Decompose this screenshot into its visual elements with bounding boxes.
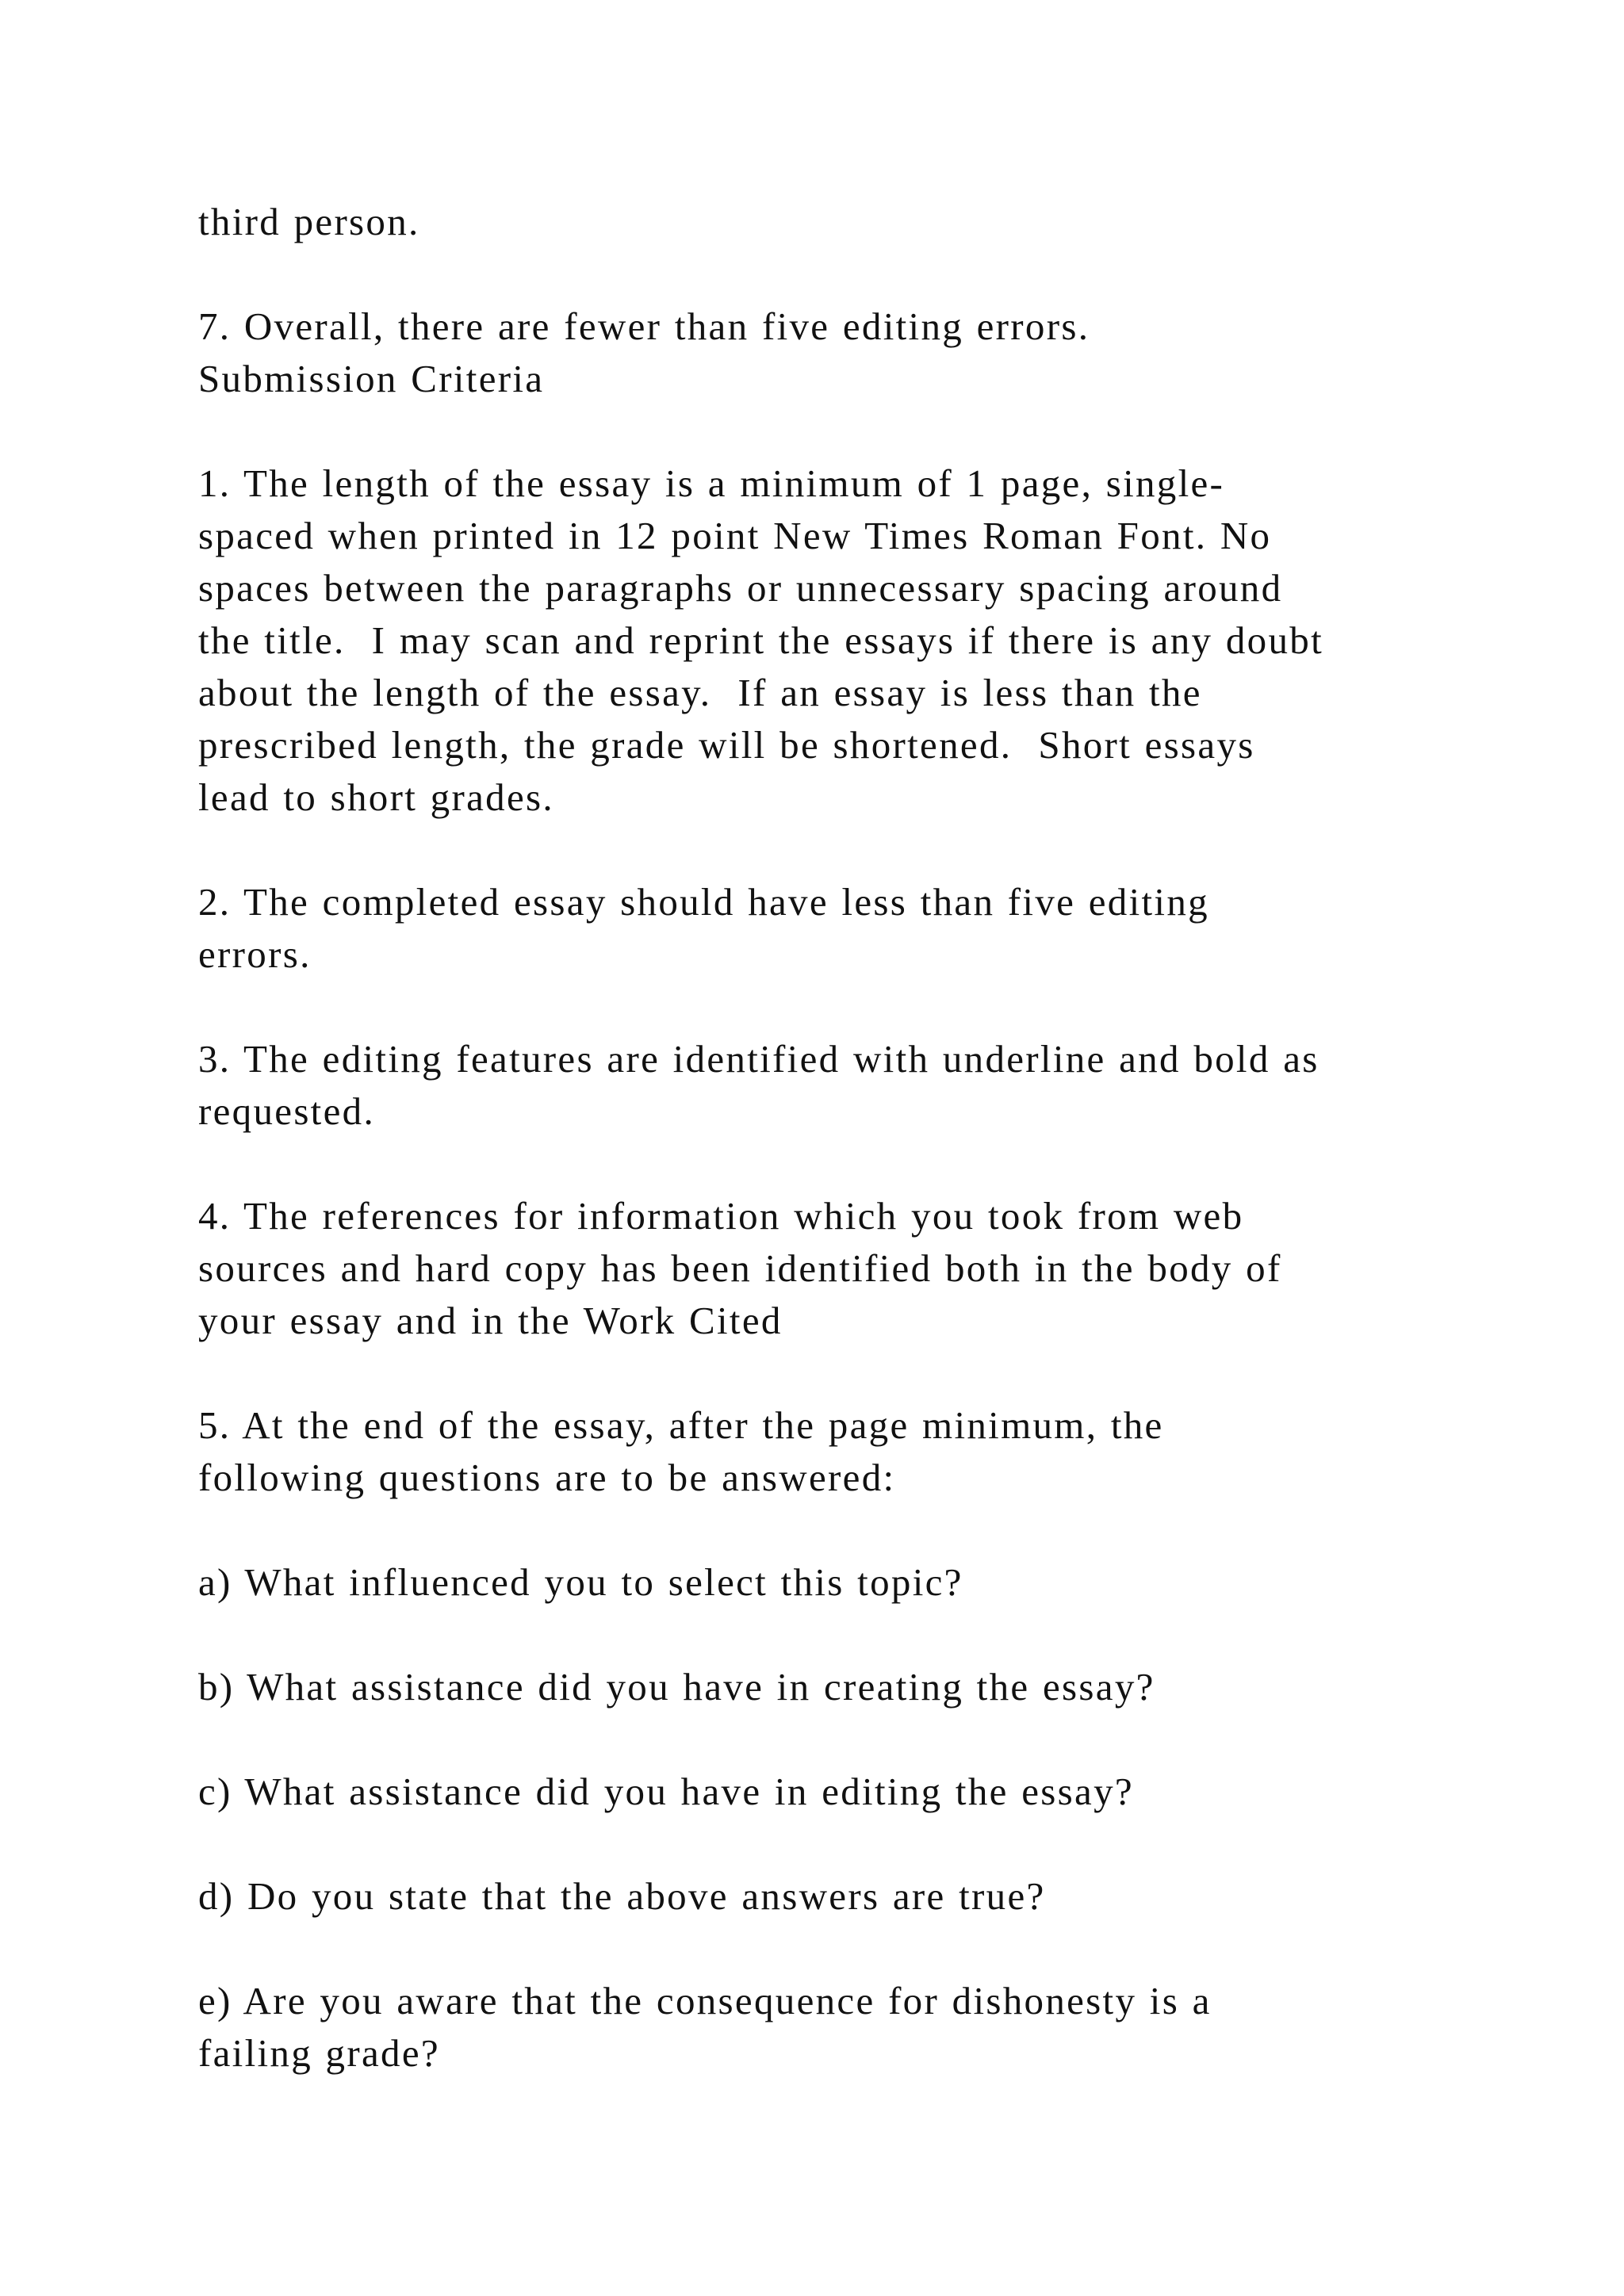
question-e-line: e) Are you aware that the consequence for dishonesty is a	[198, 1979, 1212, 2022]
question-a: a) What influenced you to select this topic?	[198, 1560, 963, 1604]
criterion-5-line: following questions are to be answered:	[198, 1456, 896, 1499]
criterion-3-line: requested.	[198, 1089, 375, 1133]
criterion-1-line: 1. The length of the essay is a minimum of 1 page, single-	[198, 461, 1225, 505]
criterion-5-line: 5. At the end of the essay, after the page minimum, the	[198, 1403, 1164, 1447]
criterion-2-line: 2. The completed essay should have less than five editing	[198, 880, 1209, 924]
criterion-4-line: 4. The references for information which you took from web	[198, 1194, 1244, 1238]
criterion-1-line: about the length of the essay. If an essay is less than the	[198, 671, 1202, 714]
question-b: b) What assistance did you have in creating the essay?	[198, 1665, 1155, 1709]
text-line: third person.	[198, 200, 420, 243]
criterion-1-line: spaced when printed in 12 point New Times Roman Font. No	[198, 514, 1272, 557]
criterion-1-line: prescribed length, the grade will be shortened. Short essays	[198, 723, 1255, 767]
criterion-4-line: sources and hard copy has been identified both in the body of	[198, 1246, 1282, 1290]
criterion-1-line: lead to short grades.	[198, 775, 554, 819]
question-d: d) Do you state that the above answers are true?	[198, 1874, 1046, 1918]
criterion-4-line: your essay and in the Work Cited	[198, 1299, 783, 1342]
question-c: c) What assistance did you have in editing the essay?	[198, 1770, 1134, 1813]
section-heading-submission-criteria: Submission Criteria	[198, 357, 545, 400]
question-e-line: failing grade?	[198, 2031, 440, 2075]
criterion-2-line: errors.	[198, 932, 312, 976]
criterion-1-line: spaces between the paragraphs or unnecessary spacing around	[198, 566, 1283, 610]
criterion-7: 7. Overall, there are fewer than five editing errors.	[198, 304, 1090, 348]
criterion-3-line: 3. The editing features are identified with underline and bold as	[198, 1037, 1320, 1081]
criterion-1-line: the title. I may scan and reprint the essays if there is any doubt	[198, 618, 1323, 662]
